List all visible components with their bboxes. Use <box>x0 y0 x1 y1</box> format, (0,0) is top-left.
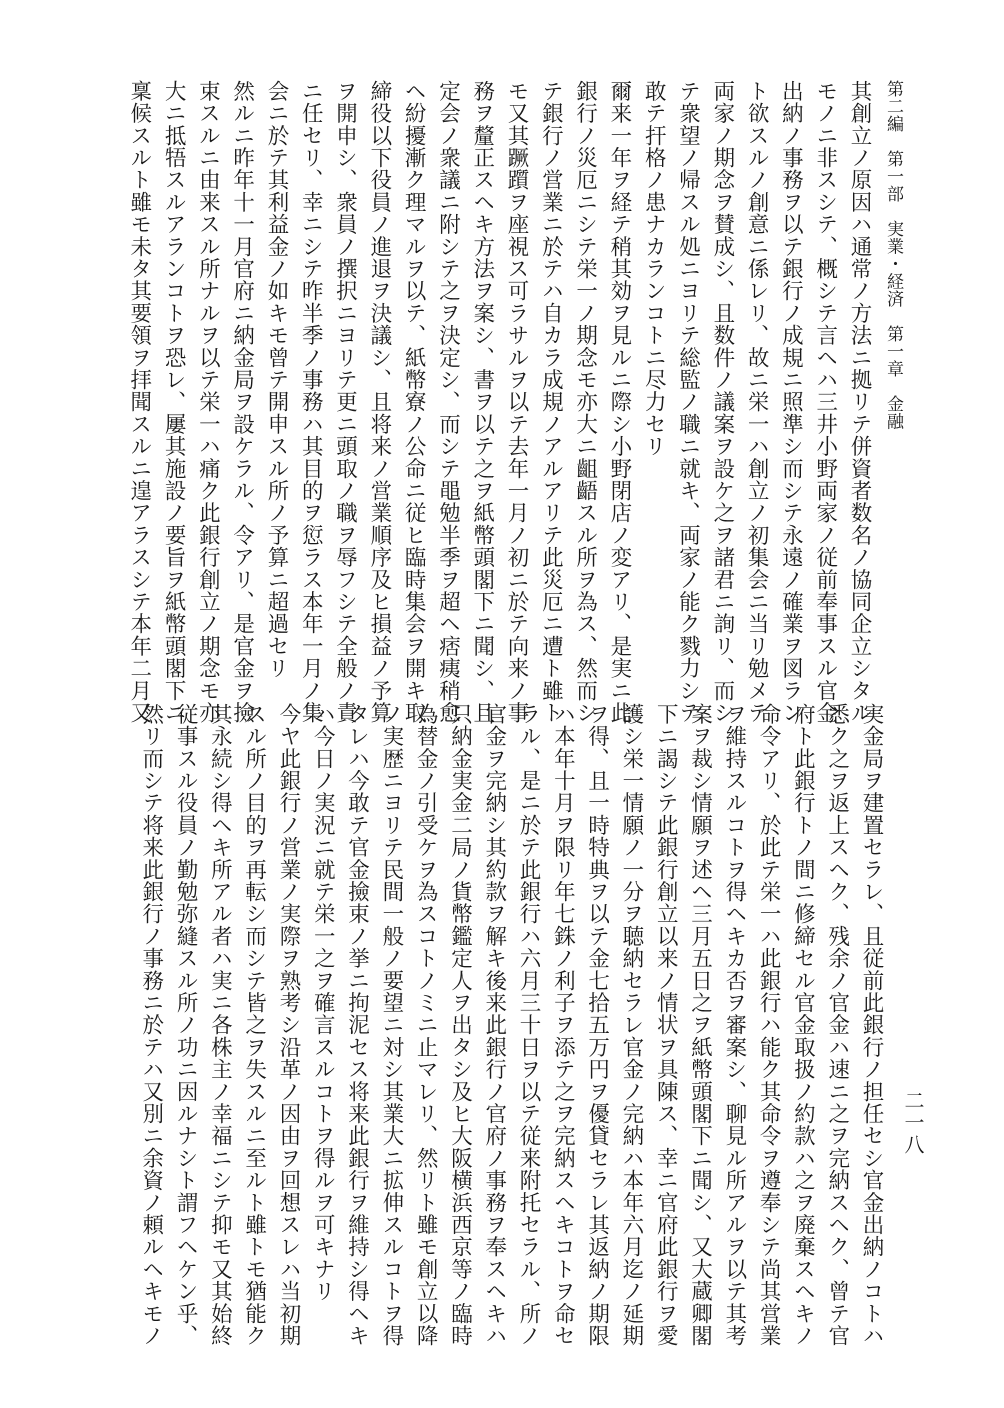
text-column: 銀行ノ災厄ニシテ栄一ノ期念モ亦大ニ齟齬スル所ヲ為ス、然而シ <box>572 80 598 724</box>
text-column: 案ヲ裁シ情願ヲ述ヘ三月五日之ヲ紙幣頭閣下ニ聞シ、又大蔵卿閣 <box>687 703 713 1347</box>
text-column: ノ実歴ニヨリテ民間一般ノ要望ニ対シ其業大ニ拡伸スルコトヲ得 <box>378 703 404 1347</box>
text-column: 務ヲ釐正スヘキ方法ヲ案シ、書ヲ以テ之ヲ紙幣頭閣下ニ聞シ、且 <box>469 80 495 724</box>
text-column: 締役以下役員ノ進退ヲ決議シ、且将来ノ営業順序及ヒ損益ノ予算 <box>366 80 392 724</box>
text-column: ヲ維持スルコトヲ得ヘキカ否ヲ審案シ、聊見ル所アルヲ以テ其考 <box>721 703 747 1347</box>
text-column: 大ニ抵牾スルアランコトヲ恐レ、屢其施設ノ要旨ヲ紙幣頭閣下ニ <box>161 80 187 724</box>
text-column: 爾来一年ヲ経テ稍其効ヲ見ルニ際シ小野閉店ノ変アリ、是実ニ此 <box>606 80 632 724</box>
text-column: ニ任セリ、幸ニシテ昨半季ノ事務ハ其目的ヲ愆ラス本年一月ノ集 <box>298 80 324 724</box>
text-column: 定会ノ衆議ニ附シテ之ヲ決定シ、而シテ黽勉半季ヲ超ヘ痞痍稍愈 <box>435 80 461 724</box>
page-number: 二一八 <box>901 1090 925 1156</box>
text-column: 束スルニ由来スル所ナルヲ以テ栄一ハ痛ク此銀行創立ノ期念モ亦 <box>195 80 221 724</box>
text-column: ハ本年十月ヲ限リ年七銖ノ利子ヲ添テ之ヲ完納スヘキコトヲ命セ <box>550 703 576 1347</box>
text-column: 府ト此銀行トノ間ニ修締セル官金取扱ノ約款ハ之ヲ廃棄スヘキノ <box>790 703 816 1347</box>
text-column: 命令アリ、於此テ栄一ハ此銀行ハ能ク其命令ヲ遵奉シテ尚其営業 <box>756 703 782 1347</box>
text-column: ト欲スルノ創意ニ係レリ、故ニ栄一ハ創立ノ初集会ニ当リ勉メテ <box>744 80 770 724</box>
text-column: スル所ノ目的ヲ再転シ而シテ皆之ヲ失スルニ至ルト雖トモ猶能ク <box>241 703 267 1347</box>
text-column: 悉ク之ヲ返上スヘク、残余ノ官金ハ速ニ之ヲ完納スヘク、曾テ官 <box>824 703 850 1347</box>
text-column: 出納ノ事務ヲ以テ銀行ノ成規ニ照準シ而シテ永遠ノ確業ヲ図ラン <box>778 80 804 724</box>
lower-text-block <box>58 703 888 1347</box>
text-column: 官金ヲ完納シ其約款ヲ解キ後来此銀行ノ官府ノ事務ヲ奉スヘキハ <box>481 703 507 1347</box>
text-column: 従事スル役員ノ勤勉弥縫スル所ノ功ニ因ルナシト謂フヘケン乎、 <box>173 703 199 1347</box>
text-column: 然リ而シテ将来此銀行ノ事務ニ於テハ又別ニ余資ノ頼ルヘキモノ <box>138 703 164 1347</box>
text-column: 為替金ノ引受ケヲ為スコトノミニ止マレリ、然リト雖モ創立以降 <box>413 703 439 1347</box>
text-column: 其創立ノ原因ハ通常ノ方法ニ拠リテ併資者数名ノ協同企立シタル <box>847 80 872 724</box>
text-column: モ又其蹶躓ヲ座視ス可ラサルヲ以テ去年一月ノ初ニ於テ向来ノ事 <box>504 80 530 724</box>
text-column: 護シ栄一情願ノ一分ヲ聴納セラレ官金ノ完納ハ本年六月迄ノ延期 <box>618 703 644 1347</box>
text-column: タレハ今敢テ官金撿束ノ挙ニ拘泥セス将来此銀行ヲ維持シ得ヘキ <box>344 703 370 1347</box>
text-column: ヲ開申シ、衆員ノ撰択ニヨリテ更ニ頭取ノ職ヲ辱フシテ全般ノ責 <box>332 80 358 724</box>
text-column: 然ルニ昨年十一月官府ニ納金局ヲ設ケラル、令アリ、是官金ヲ撿 <box>229 80 255 724</box>
text-column: ハ今日ノ実況ニ就テ栄一之ヲ確言スルコトヲ得ルヲ可キナリ <box>310 703 336 1303</box>
text-column: ラル、是ニ於テ此銀行ハ六月三十日ヲ以テ従来附托セラル、所ノ <box>516 703 542 1347</box>
text-column: テ衆望ノ帰スル処ニヨリテ総監ノ職ニ就キ、両家ノ能ク戮力シテ <box>675 80 701 724</box>
text-column: 両家ノ期念ヲ賛成シ、且数件ノ議案ヲ設ケ之ヲ諸君ニ詢リ、而シ <box>709 80 735 724</box>
text-column: 実金局ヲ建置セラレ、且従前此銀行ノ担任セシ官金出納ノコトハ <box>859 703 884 1347</box>
text-column: モノニ非スシテ、概シテ言ヘハ三井小野両家ノ従前奉事スル官金 <box>812 80 838 724</box>
text-column: テ銀行ノ営業ニ於テハ自カラ成規ノアルアリテ此災厄ニ遭ト雖ト <box>538 80 564 724</box>
text-column: 只納金実金二局ノ貨幣鑑定人ヲ出タシ及ヒ大阪横浜西京等ノ臨時 <box>447 703 473 1347</box>
text-column: 敢テ扞格ノ患ナカランコトニ尽力セリ <box>641 80 667 458</box>
text-column: 其永続シ得ヘキ所アル者ハ実ニ各株主ノ幸福ニシテ抑モ又其始終 <box>207 703 233 1347</box>
text-column: ヘ紛擾漸ク理マルヲ以テ、紙幣寮ノ公命ニ従ヒ臨時集会ヲ開キ取 <box>401 80 427 724</box>
text-column: 会ニ於テ其利益金ノ如キモ曾テ開申スル所ノ予算ニ超過セリ <box>263 80 289 680</box>
text-column: 下ニ謁シテ此銀行創立以来ノ情状ヲ具陳ス、幸ニ官府此銀行ヲ愛 <box>653 703 679 1347</box>
running-header: 第二編 第一部 実業・経済 第一章 金融 <box>883 80 903 430</box>
text-column: 稟候スルト雖モ未タ其要領ヲ拝聞スルニ遑アラスシテ本年二月又 <box>126 80 152 724</box>
text-column: 今ヤ此銀行ノ営業ノ実際ヲ熟考シ沿革ノ因由ヲ回想スレハ当初期 <box>275 703 301 1347</box>
upper-text-block <box>60 80 876 724</box>
text-column: ヲ得、且一時特典ヲ以テ金七拾五万円ヲ優貸セラレ其返納ノ期限 <box>584 703 610 1347</box>
